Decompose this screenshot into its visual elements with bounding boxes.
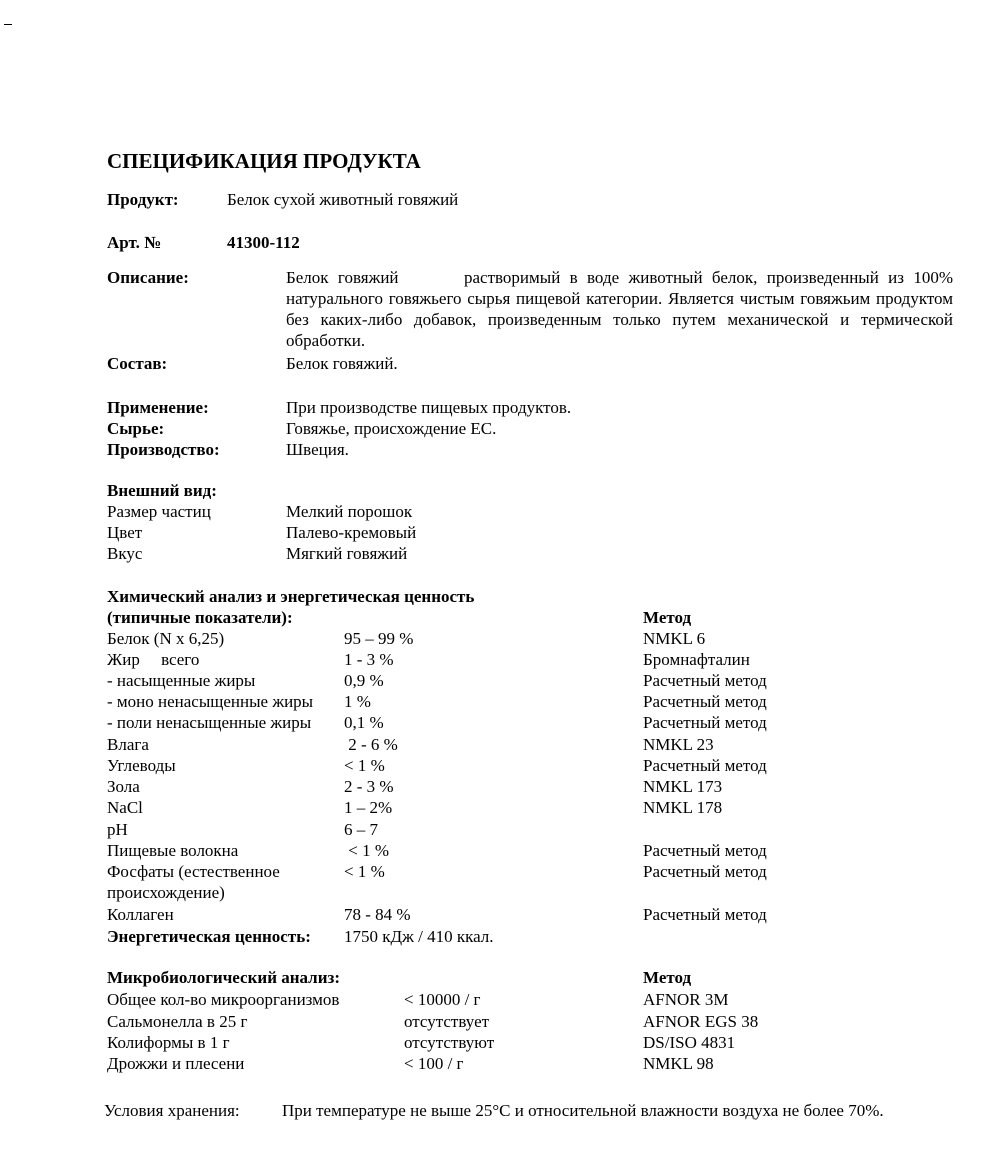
micro-value: < 100 / г — [404, 1054, 464, 1073]
micro-method: AFNOR EGS 38 — [643, 1012, 759, 1031]
chem-value: < 1 % — [344, 841, 389, 860]
article-value: 41300-112 — [227, 233, 300, 252]
micro-label: Общее кол-во микроорганизмов — [107, 990, 340, 1009]
info-label-production: Производство: — [107, 440, 220, 459]
chem-method: Бромнафталин — [643, 650, 750, 669]
micro-value: отсутствуют — [404, 1033, 495, 1052]
chem-method: NMKL 178 — [643, 798, 723, 817]
micro-method: NMKL 98 — [643, 1054, 714, 1073]
storage-label: Условия хранения: — [104, 1101, 240, 1120]
description-label: Описание: — [107, 268, 189, 287]
storage-value: При температуре не выше 25°C и относительной влажности воздуха не более 70%. — [282, 1101, 884, 1120]
micro-method: DS/ISO 4831 — [643, 1033, 736, 1052]
chem-method: NMKL 173 — [643, 777, 723, 796]
energy-value: 1750 кДж / 410 ккал. — [344, 927, 494, 946]
chem-method: Расчетный метод — [643, 756, 767, 775]
appearance-label: Цвет — [107, 523, 143, 542]
info-value-production: Швеция. — [286, 440, 349, 459]
product-label: Продукт: — [107, 190, 179, 209]
micro-value: < 10000 / г — [404, 990, 481, 1009]
chem-value: 1 – 2% — [344, 798, 393, 817]
chem-method: Расчетный метод — [643, 692, 767, 711]
chem-label: Углеводы — [107, 756, 176, 775]
info-value-application: При производстве пищевых продуктов. — [286, 398, 572, 417]
appearance-label: Размер частиц — [107, 502, 211, 521]
article-label: Арт. № — [107, 233, 162, 252]
chem-label: NaCl — [107, 798, 143, 817]
chem-label: pH — [107, 820, 128, 839]
appearance-value: Мелкий порошок — [286, 502, 413, 521]
chem-method: Расчетный метод — [643, 905, 767, 924]
composition-label: Состав: — [107, 354, 168, 373]
micro-method-heading: Метод — [643, 968, 692, 987]
chem-value: 1 - 3 % — [344, 650, 394, 669]
chem-label: - поли ненасыщенные жиры — [107, 713, 312, 732]
chem-method: Расчетный метод — [643, 671, 767, 690]
chem-value: 2 - 3 % — [344, 777, 394, 796]
composition-value: Белок говяжий. — [286, 354, 398, 373]
chem-label: Фосфаты (естественное — [107, 862, 280, 881]
chem-value: 6 – 7 — [344, 820, 378, 839]
chem-label: Белок (N x 6,25) — [107, 629, 225, 648]
chem-value: 78 - 84 % — [344, 905, 411, 924]
micro-label: Колиформы в 1 г — [107, 1033, 230, 1052]
chem-value: 0,9 % — [344, 671, 384, 690]
micro-heading: Микробиологический анализ: — [107, 968, 341, 987]
chem-method: Расчетный метод — [643, 713, 767, 732]
chem-method: NMKL 6 — [643, 629, 706, 648]
page-title: СПЕЦИФИКАЦИЯ ПРОДУКТА — [107, 149, 421, 173]
info-label-application: Применение: — [107, 398, 209, 417]
chem-label: - моно ненасыщенные жиры — [107, 692, 314, 711]
info-value-raw: Говяжье, происхождение ЕС. — [286, 419, 497, 438]
info-label-raw: Сырье: — [107, 419, 165, 438]
chem-label: Коллаген — [107, 905, 174, 924]
micro-label: Дрожжи и плесени — [107, 1054, 245, 1073]
chem-value: < 1 % — [344, 756, 385, 775]
energy-label: Энергетическая ценность: — [107, 927, 311, 946]
chemical-method-heading: Метод — [643, 608, 692, 627]
micro-label: Сальмонелла в 25 г — [107, 1012, 248, 1031]
chem-value: 0,1 % — [344, 713, 384, 732]
chem-method: NMKL 23 — [643, 735, 714, 754]
chem-value: 1 % — [344, 692, 371, 711]
chem-label: Пищевые волокна — [107, 841, 239, 860]
chem-method: Расчетный метод — [643, 862, 767, 881]
appearance-label: Вкус — [107, 544, 143, 563]
micro-method: AFNOR 3M — [643, 990, 729, 1009]
chem-value: 95 – 99 % — [344, 629, 414, 648]
appearance-value: Палево-кремовый — [286, 523, 417, 542]
chem-label: Влага — [107, 735, 149, 754]
chem-value: < 1 % — [344, 862, 385, 881]
product-value: Белок сухой животный говяжий — [227, 190, 459, 209]
micro-value: отсутствует — [404, 1012, 490, 1031]
chemical-subheading: (типичные показатели): — [107, 608, 293, 627]
corner-mark — [4, 24, 12, 25]
chem-value: 2 - 6 % — [344, 735, 398, 754]
chem-method: Расчетный метод — [643, 841, 767, 860]
description-text: Белок говяжий растворимый в воде животный белок, произведенный из 100% натурального говяжьего сырья пищевой категории. Является чистым говяжьим продуктом без каких-либо добавок, произведенным только путем механической и термической обработки. — [286, 268, 958, 350]
chem-label: Зола — [107, 777, 140, 796]
chem-label: Жир всего — [107, 650, 200, 669]
chemical-heading: Химический анализ и энергетическая ценность — [107, 587, 475, 606]
chem-label: - насыщенные жиры — [107, 671, 256, 690]
appearance-value: Мягкий говяжий — [286, 544, 408, 563]
chem-label: происхождение) — [107, 883, 225, 902]
appearance-heading: Внешний вид: — [107, 481, 217, 500]
